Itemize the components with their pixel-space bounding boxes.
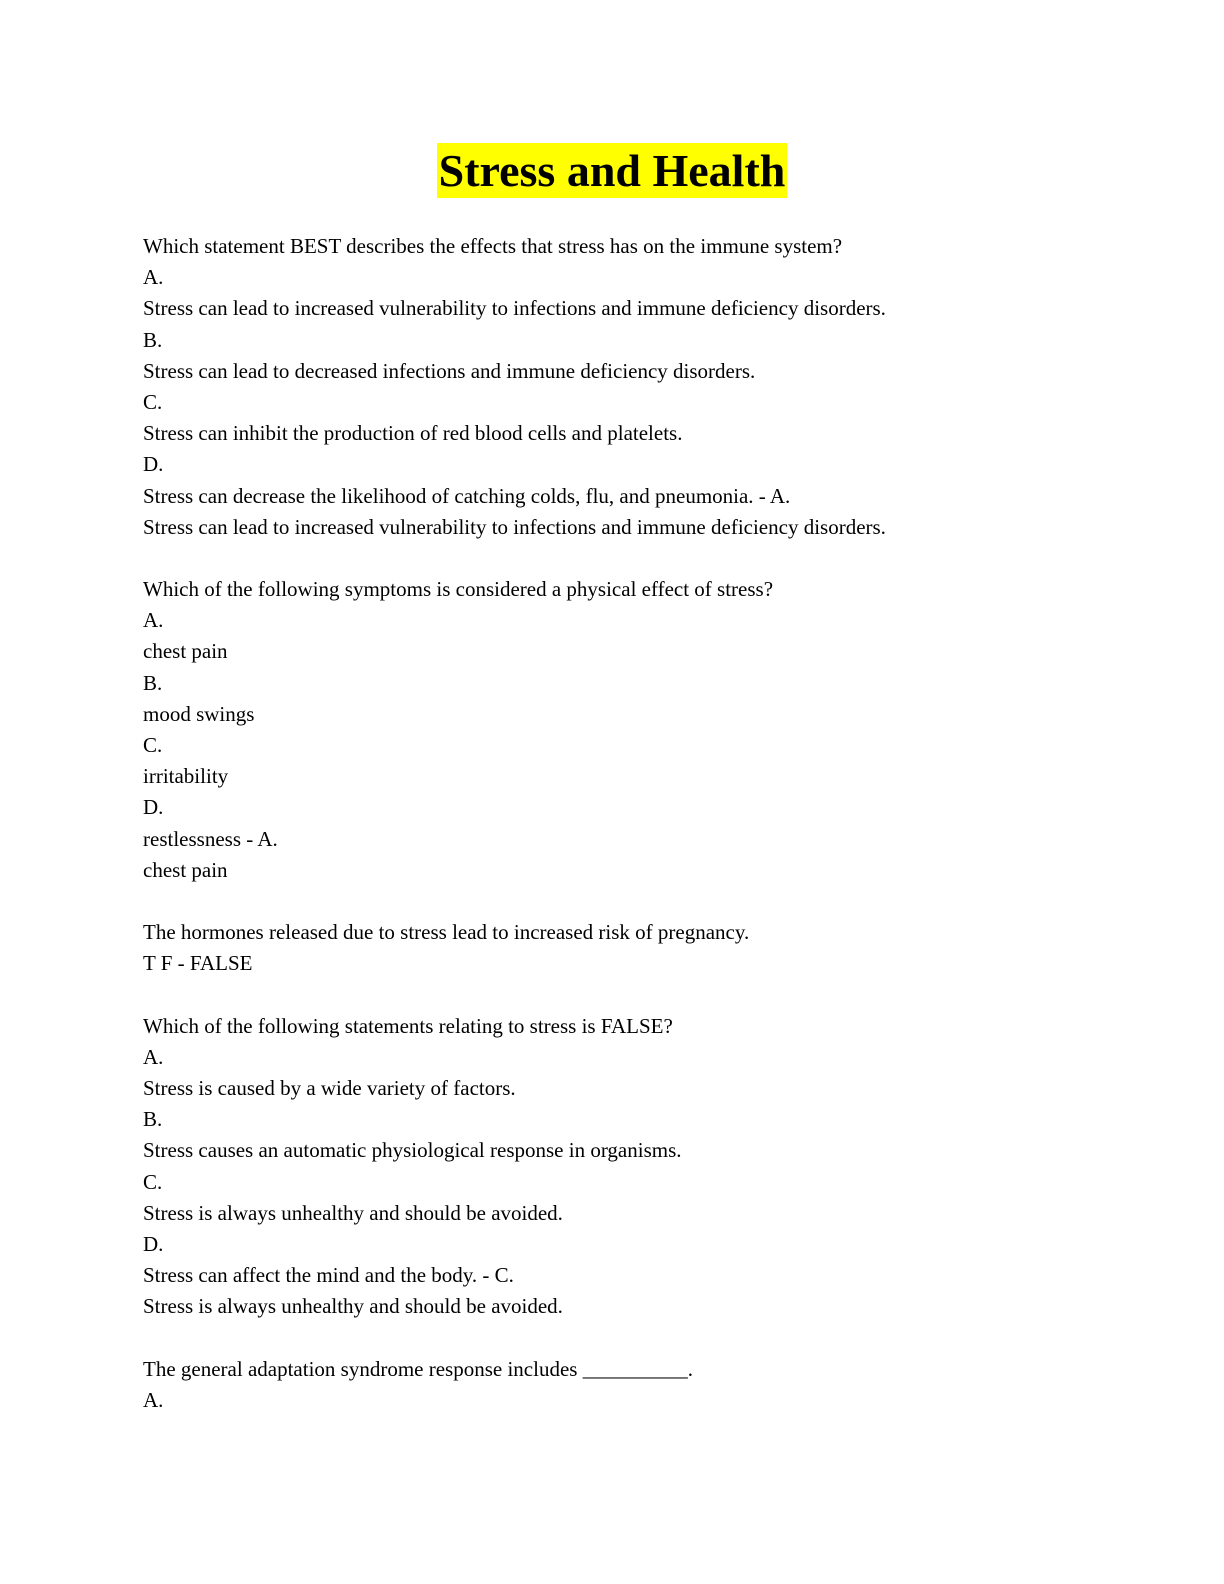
option-letter: D. [143, 1232, 164, 1256]
option-text: Stress can lead to increased vulnerability to infections and immune deficiency disorders. [143, 296, 886, 321]
option-letter: A. [143, 1387, 164, 1412]
question-text: Which statement BEST describes the effects that stress has on the immune system? [143, 234, 843, 258]
option-text: mood swings [143, 701, 255, 726]
option-letter: C. [143, 733, 163, 757]
option-text-with-answer: Stress can decrease the likelihood of catching colds, flu, and pneumonia. - A. [143, 483, 791, 508]
paragraph-gap [143, 543, 1143, 574]
question-text: Which of the following symptoms is considered a physical effect of stress? [143, 577, 774, 602]
question-block [143, 574, 1143, 886]
option-letter: A. [143, 608, 164, 633]
option-text: Stress can inhibit the production of red blood cells and platelets. [143, 421, 683, 446]
option-text: irritability [143, 764, 229, 789]
answer-text: T F - FALSE [143, 951, 253, 976]
paragraph-gap [143, 886, 1143, 917]
answer-text: chest pain [143, 857, 228, 882]
option-letter: A. [143, 265, 164, 290]
option-text: Stress can lead to decreased infections and immune deficiency disorders. [143, 358, 756, 383]
answer-text: Stress is always unhealthy and should be avoided. [143, 1294, 563, 1319]
option-letter: B. [143, 670, 163, 695]
question-block [143, 231, 1143, 543]
question-block [143, 1011, 1143, 1323]
document-title: Stress and Health [438, 145, 786, 196]
title-container [0, 143, 1224, 198]
question-block [143, 1354, 1143, 1416]
option-letter: D. [143, 452, 164, 477]
paragraph-gap [143, 1323, 1143, 1354]
option-text: Stress is caused by a wide variety of factors. [143, 1076, 516, 1101]
question-text: The hormones released due to stress lead to increased risk of pregnancy. [143, 920, 750, 945]
answer-text: Stress can lead to increased vulnerability to infections and immune deficiency disorders. [143, 514, 886, 539]
option-text-with-answer: restlessness - A. [143, 826, 278, 851]
option-letter: A. [143, 1044, 164, 1069]
option-letter: B. [143, 1107, 163, 1132]
option-letter: C. [143, 1169, 163, 1194]
option-letter: D. [143, 795, 164, 820]
option-letter: B. [143, 327, 163, 352]
paragraph-gap [143, 980, 1143, 1011]
option-text: Stress causes an automatic physiological response in organisms. [143, 1138, 682, 1163]
question-text: Which of the following statements relating to stress is FALSE? [143, 1013, 673, 1038]
option-text: Stress is always unhealthy and should be avoided. [143, 1200, 563, 1225]
option-text-with-answer: Stress can affect the mind and the body. - C. [143, 1263, 514, 1288]
question-text: The general adaptation syndrome response includes __________. [143, 1356, 693, 1381]
question-block [143, 917, 1143, 979]
option-letter: C. [143, 389, 163, 414]
document-body [143, 231, 1143, 1416]
option-text: chest pain [143, 639, 228, 664]
